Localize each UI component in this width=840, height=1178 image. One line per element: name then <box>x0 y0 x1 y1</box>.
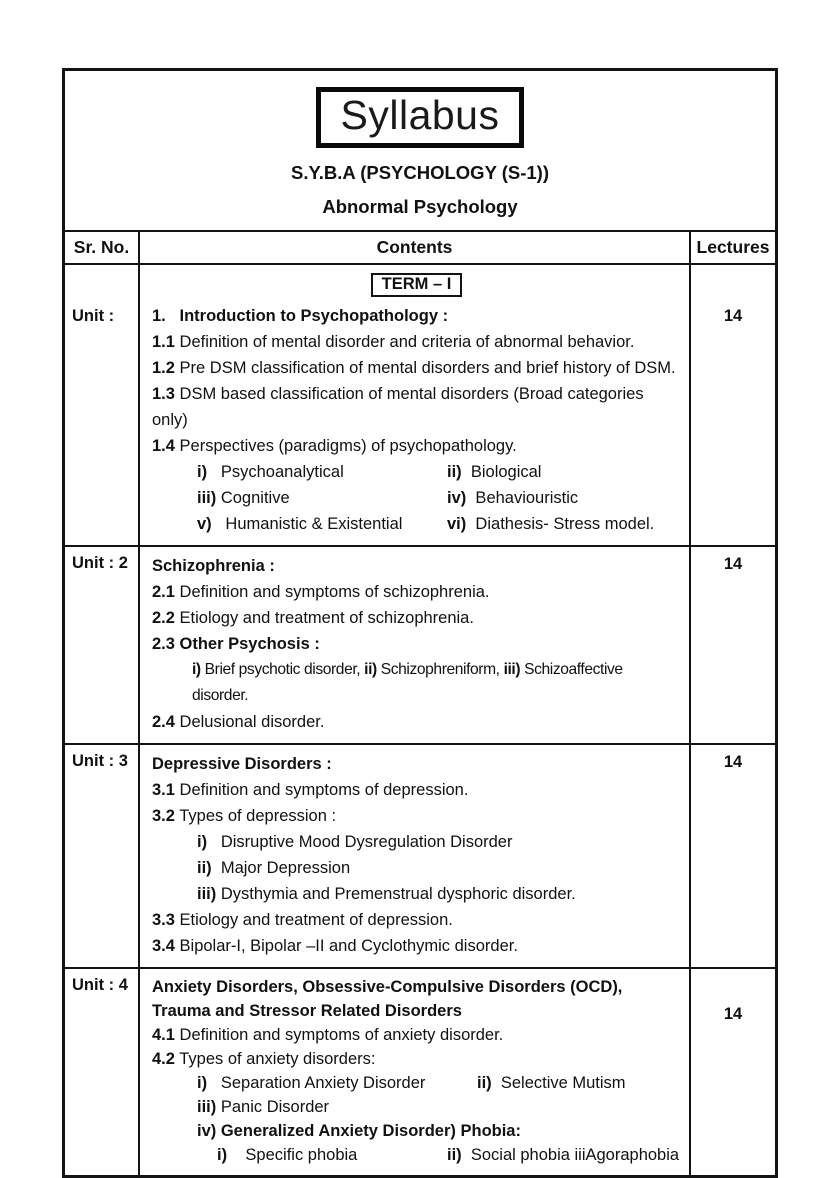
content-line <box>152 1071 681 1095</box>
content-text-bold: 3.4 <box>152 937 175 955</box>
content-text-bold: Anxiety Disorders, Obsessive-Compulsive Disorders (OCD), <box>152 978 623 996</box>
content-text: Pre DSM classification of mental disorders and brief history of DSM. <box>174 359 676 377</box>
column-header-contents: Contents <box>140 232 691 263</box>
content-line <box>152 579 681 605</box>
content-line <box>152 1119 681 1143</box>
content-text-bold: i) <box>197 833 208 851</box>
unit-row <box>65 265 775 547</box>
content-text-bold: 2.2 <box>152 609 175 627</box>
table-header-row <box>65 232 775 265</box>
unit-sr-label: Unit : 3 <box>65 745 140 967</box>
content-text: Definition and symptoms of schizophrenia. <box>174 583 490 601</box>
syllabus-table <box>62 68 778 1178</box>
content-text-bold: iv) <box>197 1122 217 1140</box>
content-text-bold: i) <box>197 1074 208 1092</box>
content-text: Dysthymia and Premenstrual dysphoric disorder. <box>216 885 576 903</box>
content-text-bold: 1.1 <box>152 333 175 351</box>
content-text: Bipolar-I, Bipolar –II and Cyclothymic disorder. <box>174 937 518 955</box>
line-left-column <box>197 1071 477 1095</box>
line-left-column <box>197 459 447 485</box>
content-line <box>152 1023 681 1047</box>
content-text-bold: Trauma and Stressor Related Disorders <box>152 1002 462 1020</box>
content-text-bold: i) <box>217 1146 228 1164</box>
line-right-column <box>447 1143 681 1167</box>
content-text: Selective Mutism <box>491 1074 626 1092</box>
unit-contents <box>140 969 691 1175</box>
content-text: Specific phobia <box>227 1146 358 1164</box>
unit-lectures-count: 14 <box>723 555 743 573</box>
content-text-bold: 1.4 <box>152 437 175 455</box>
content-line <box>152 855 681 881</box>
unit-contents <box>140 745 691 967</box>
page-title: Syllabus <box>316 87 525 148</box>
content-text-bold: ii) <box>197 859 212 877</box>
content-text: Social phobia iiiAgoraphobia <box>461 1146 680 1164</box>
content-line <box>152 433 681 459</box>
unit-lectures-count: 14 <box>723 1005 743 1023</box>
content-line <box>152 975 681 999</box>
content-text: Types of anxiety disorders: <box>174 1050 376 1068</box>
unit-row <box>65 547 775 745</box>
line-left-column <box>197 485 447 511</box>
content-line <box>152 1095 681 1119</box>
unit-lectures-count: 14 <box>723 307 743 325</box>
content-text: Brief psychotic disorder, <box>200 661 365 678</box>
content-text: Schizophreniform, <box>376 661 504 678</box>
unit-row <box>65 745 775 969</box>
title-area <box>65 71 775 232</box>
unit-contents <box>140 547 691 743</box>
content-line <box>152 329 681 355</box>
content-line <box>152 1143 681 1167</box>
content-line <box>152 605 681 631</box>
content-text: Biological <box>461 463 542 481</box>
content-text: Cognitive <box>216 489 290 507</box>
course-name: S.Y.B.A (PSYCHOLOGY (S-1)) <box>290 162 549 183</box>
content-line <box>152 777 681 803</box>
term-box-wrap <box>152 273 681 297</box>
content-text-bold: ii) <box>477 1074 492 1092</box>
content-text-bold: 2.1 <box>152 583 175 601</box>
content-text: Definition and symptoms of depression. <box>174 781 469 799</box>
unit-sr-label: Unit : 2 <box>65 547 140 743</box>
subject-name: Abnormal Psychology <box>322 196 518 217</box>
content-text: Major Depression <box>211 859 351 877</box>
units-container <box>65 265 775 1175</box>
content-text: Etiology and treatment of schizophrenia. <box>174 609 474 627</box>
line-left-column <box>217 1143 447 1167</box>
content-text-bold: iii) <box>197 489 217 507</box>
content-text: Types of depression : <box>174 807 337 825</box>
column-header-lectures: Lectures <box>696 237 770 257</box>
content-text-bold: ii) <box>364 661 377 678</box>
content-text-bold: 4.1 <box>152 1026 175 1044</box>
content-text: Diathesis- Stress model. <box>466 515 655 533</box>
content-text-bold: i) <box>192 661 201 678</box>
content-text: Psychoanalytical <box>207 463 344 481</box>
content-text: Behaviouristic <box>466 489 579 507</box>
content-line <box>152 511 681 537</box>
unit-sr-label: Unit : 4 <box>65 969 140 1175</box>
content-text: Humanistic & Existential <box>211 515 403 533</box>
content-text: Definition of mental disorder and criteria of abnormal behavior. <box>174 333 635 351</box>
content-text: Disruptive Mood Dysregulation Disorder <box>207 833 513 851</box>
term-label: TERM – I <box>371 273 463 297</box>
content-line <box>152 999 681 1023</box>
content-text-bold: ii) <box>447 1146 462 1164</box>
content-text-bold: 3.1 <box>152 781 175 799</box>
content-line <box>152 657 681 709</box>
content-text-bold: vi) <box>447 515 467 533</box>
content-text-bold: iv) <box>447 489 467 507</box>
content-line <box>152 1047 681 1071</box>
content-text: Delusional disorder. <box>174 713 325 731</box>
content-text-bold: 2.3 Other Psychosis : <box>152 635 320 653</box>
content-text-bold: iii) <box>197 1098 217 1116</box>
content-text: Perspectives (paradigms) of psychopathology. <box>174 437 517 455</box>
content-line <box>152 459 681 485</box>
content-line <box>152 803 681 829</box>
line-left-column <box>197 511 447 537</box>
content-line <box>152 907 681 933</box>
content-text-bold: 1.2 <box>152 359 175 377</box>
line-right-column <box>477 1071 681 1095</box>
content-text: Etiology and treatment of depression. <box>174 911 453 929</box>
unit-row <box>65 969 775 1175</box>
content-line <box>152 355 681 381</box>
content-line <box>152 553 681 579</box>
content-text-bold: i) <box>197 463 208 481</box>
content-text-bold: Depressive Disorders : <box>152 755 332 773</box>
content-text-bold: ii) <box>447 463 462 481</box>
content-text-bold: Generalized Anxiety Disorder) Phobia: <box>216 1122 521 1140</box>
content-text: Separation Anxiety Disorder <box>207 1074 426 1092</box>
line-right-column <box>447 511 681 537</box>
unit-contents <box>140 265 691 545</box>
content-text-bold: v) <box>197 515 212 533</box>
content-line <box>152 709 681 735</box>
content-text: Definition and symptoms of anxiety disorder. <box>174 1026 504 1044</box>
unit-lectures-count: 14 <box>723 753 743 771</box>
content-text-bold: 1. Introduction to Psychopathology : <box>152 307 449 325</box>
content-text: DSM based classification of mental disorders (Broad categories only) <box>152 385 649 429</box>
content-text-bold: iii) <box>503 661 521 678</box>
content-line <box>152 381 681 433</box>
line-right-column <box>447 485 681 511</box>
content-line <box>152 881 681 907</box>
content-line <box>152 933 681 959</box>
content-text: Schizoaffective disorder. <box>192 661 627 704</box>
column-header-sr-no: Sr. No. <box>65 232 140 263</box>
content-line <box>152 751 681 777</box>
content-text-bold: 1.3 <box>152 385 175 403</box>
content-text-bold: 3.2 <box>152 807 175 825</box>
content-text: Panic Disorder <box>216 1098 330 1116</box>
content-line <box>152 829 681 855</box>
content-text-bold: 3.3 <box>152 911 175 929</box>
content-line <box>152 303 681 329</box>
unit-sr-label: Unit : <box>65 265 140 545</box>
content-text-bold: 2.4 <box>152 713 175 731</box>
content-text-bold: 4.2 <box>152 1050 175 1068</box>
content-text-bold: Schizophrenia : <box>152 557 275 575</box>
content-text-bold: iii) <box>197 885 217 903</box>
content-line <box>152 631 681 657</box>
line-right-column <box>447 459 681 485</box>
content-line <box>152 485 681 511</box>
